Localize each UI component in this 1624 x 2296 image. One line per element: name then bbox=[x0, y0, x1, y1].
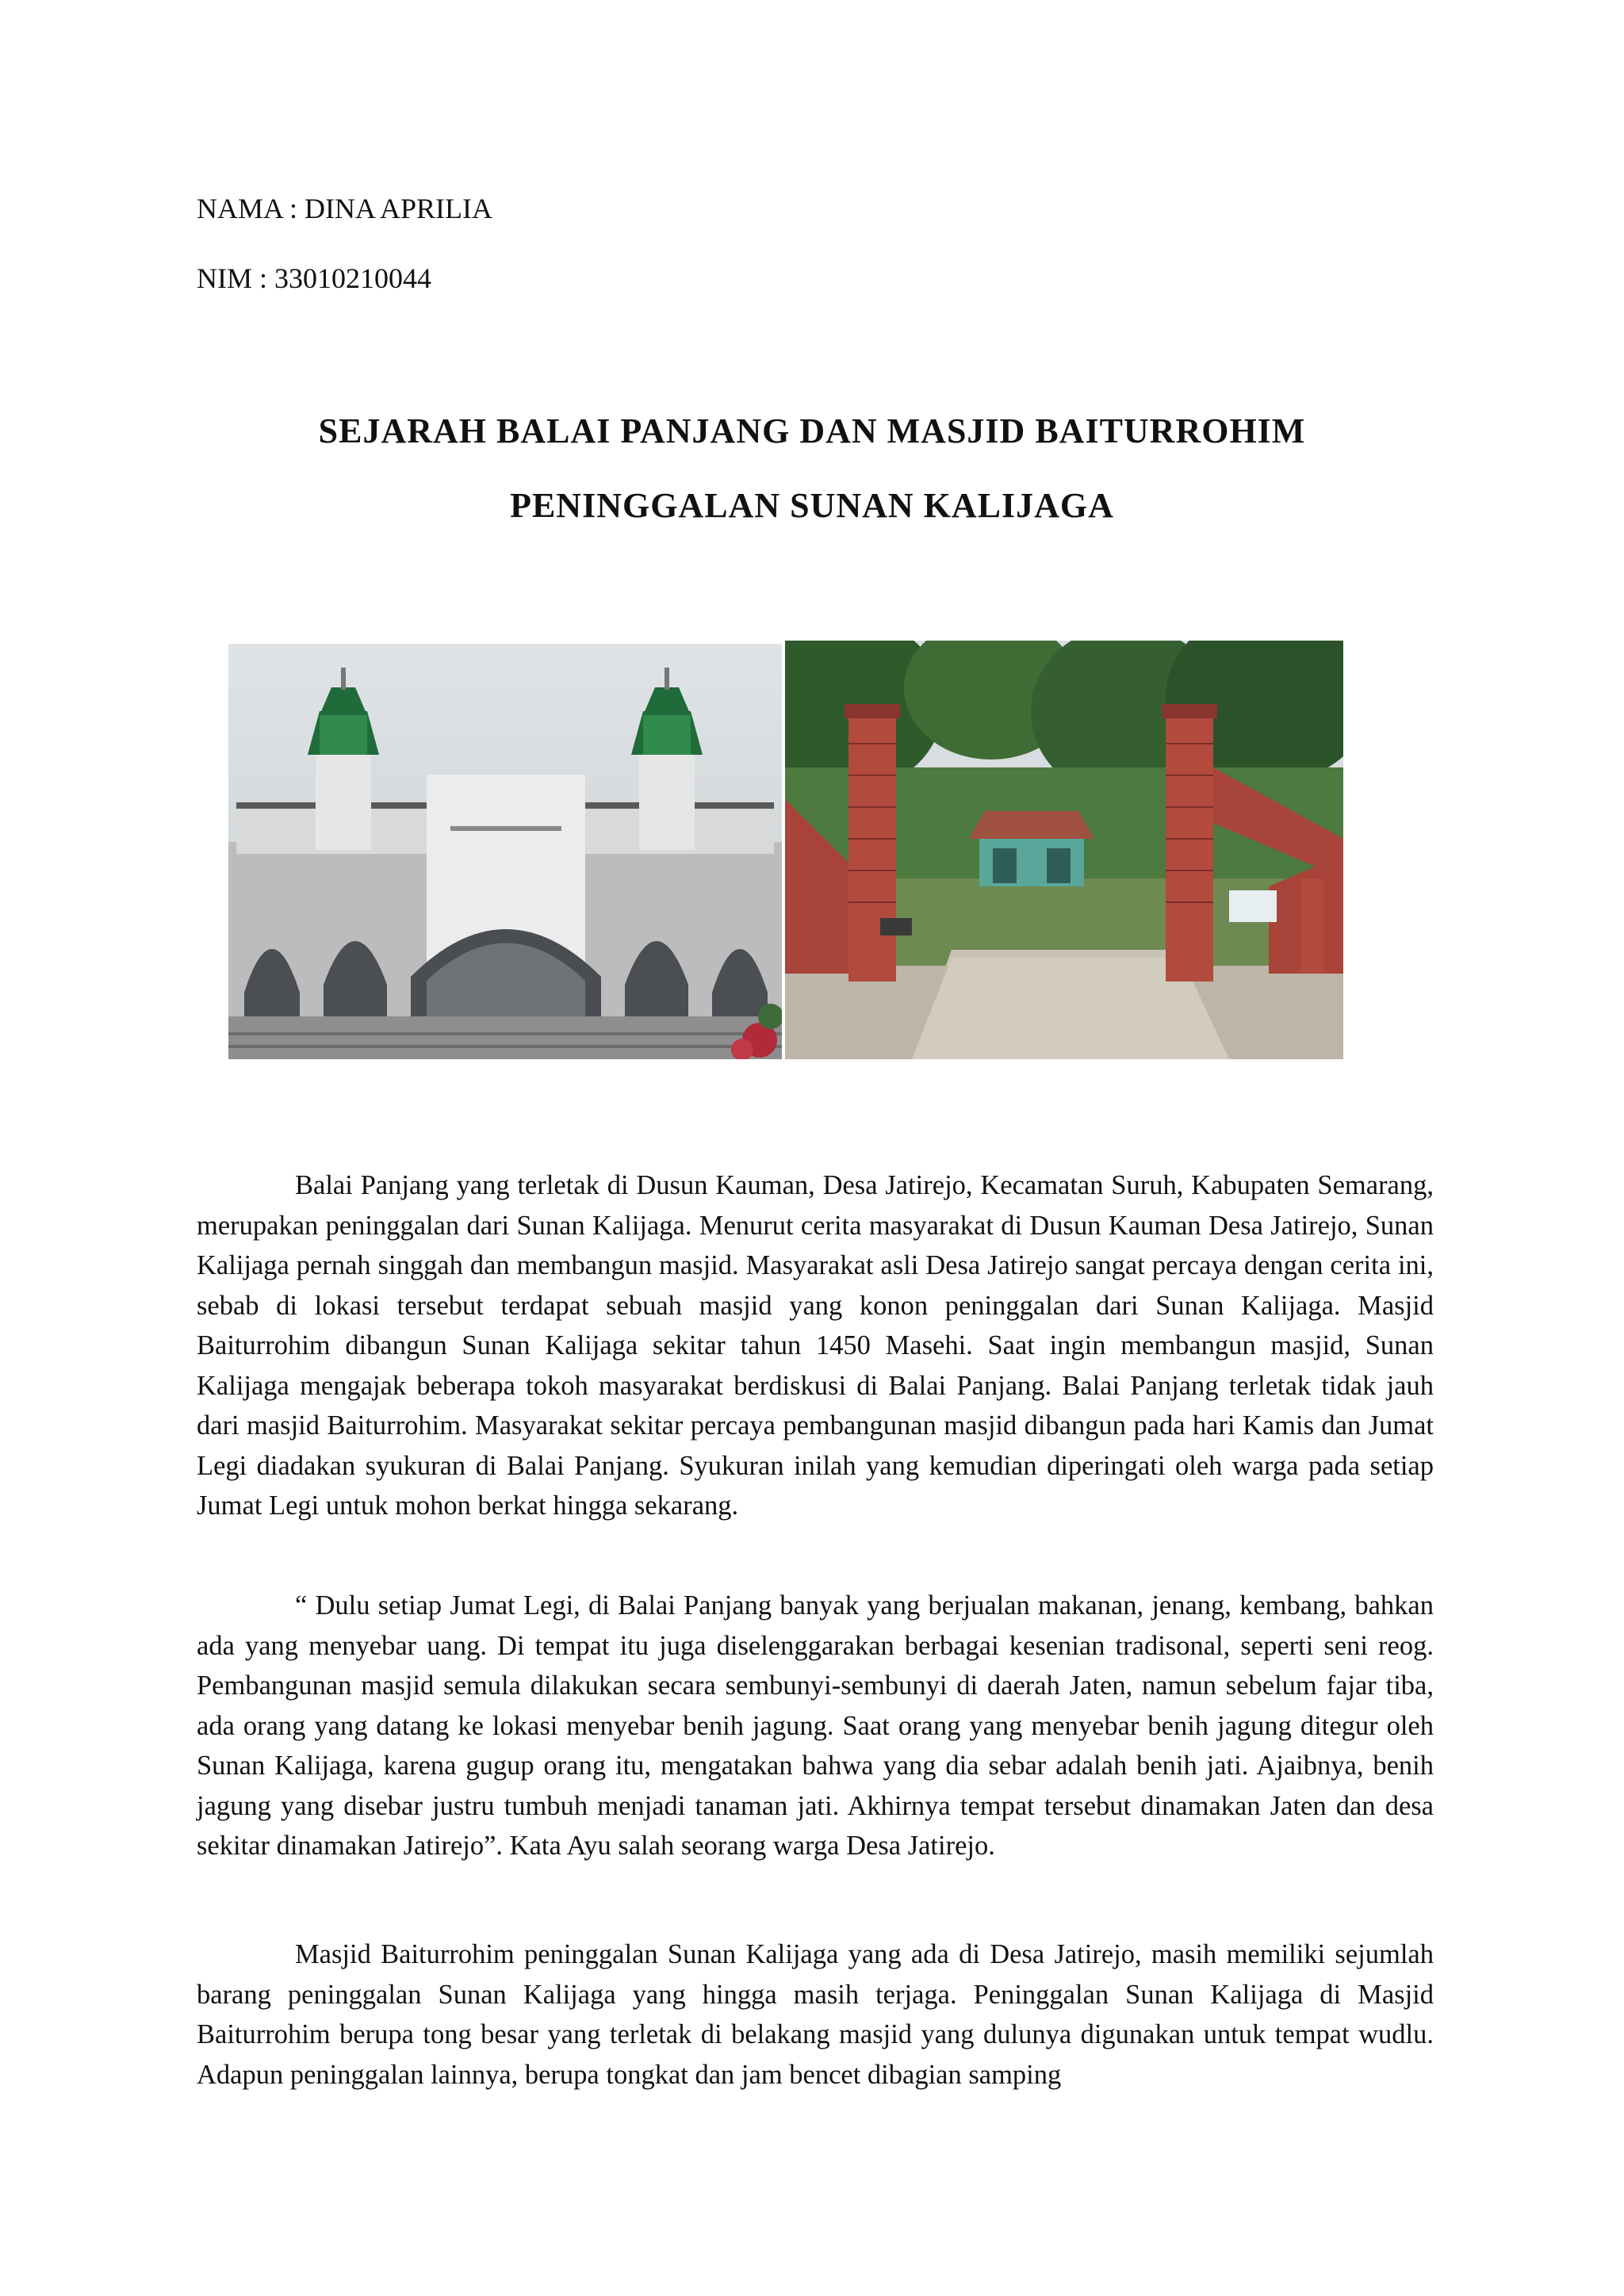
student-nim: NIM : 33010210044 bbox=[197, 262, 431, 294]
page-title-line2: PENINGGALAN SUNAN KALIJAGA bbox=[510, 486, 1114, 525]
page-title-line1: SEJARAH BALAI PANJANG DAN MASJID BAITURROHIM bbox=[318, 411, 1306, 450]
paragraph-1 bbox=[197, 1165, 1434, 1526]
paragraph-1-text: Balai Panjang yang terletak di Dusun Kauman, Desa Jatirejo, Kecamatan Suruh, Kabupaten Semarang, merupakan peninggalan dari Sunan Kalijaga. Menurut cerita masyarakat di Dusun Kauman Desa Jatirejo, Sunan Kalijaga pernah singgah dan membangun masjid. Masyarakat asli Desa Jatirejo sangat percaya dengan cerita ini, sebab di lokasi tersebut terdapat sebuah masjid yang konon peninggalan dari Sunan Kalijaga. Masjid Baiturrohim dibangun Sunan Kalijaga sekitar tahun 1450 Masehi. Saat ingin membangun masjid, Sunan Kalijaga mengajak beberapa tokoh masyarakat berdiskusi di Balai Panjang. Balai Panjang terletak tidak jauh dari masjid Baiturrohim. Masyarakat sekitar percaya pembangunan masjid dibangun pada hari Kamis dan Jumat Legi diadakan syukuran di Balai Panjang. Syukuran inilah yang kemudian diperingati oleh warga pada setiap Jumat Legi untuk mohon berkat hingga sekarang. bbox=[197, 1170, 1434, 1521]
mosque-photo bbox=[228, 644, 782, 1059]
paragraph-2-text: “ Dulu setiap Jumat Legi, di Balai Panjang banyak yang berjualan makanan, jenang, kembang, bahkan ada yang menyebar uang. Di tempat itu juga diselenggarakan berbagai kesenian tradisonal, seperti seni reog. Pembangunan masjid semula dilakukan secara sembunyi-sembunyi di daerah Jaten, namun sebelum fajar tiba, ada orang yang datang ke lokasi menyebar benih jagung. Saat orang yang menyebar benih jagung ditegur oleh Sunan Kalijaga, karena gugup orang itu, mengatakan bahwa yang dia sebar adalah benih jati. Ajaibnya, benih jagung yang disebar justru tumbuh menjadi tanaman jati. Akhirnya tempat tersebut dinamakan Jaten dan desa sekitar dinamakan Jatirejo”. Kata Ayu salah seorang warga Desa Jatirejo. bbox=[197, 1590, 1434, 1861]
paragraph-3 bbox=[197, 1934, 1434, 2095]
paragraph-2 bbox=[197, 1586, 1434, 1866]
student-name: NAMA : DINA APRILIA bbox=[197, 193, 493, 224]
paragraph-3-text: Masjid Baiturrohim peninggalan Sunan Kalijaga yang ada di Desa Jatirejo, masih memiliki sejumlah barang peninggalan Sunan Kalijaga yang hingga masih terjaga. Peninggalan Sunan Kalijaga di Masjid Baiturrohim berupa tong besar yang terletak di belakang masjid yang dulunya digunakan untuk tempat wudlu. Adapun peninggalan lainnya, berupa tongkat dan jam bencet dibagian samping bbox=[197, 1939, 1434, 2090]
balai-panjang-gate-photo bbox=[785, 641, 1343, 1059]
